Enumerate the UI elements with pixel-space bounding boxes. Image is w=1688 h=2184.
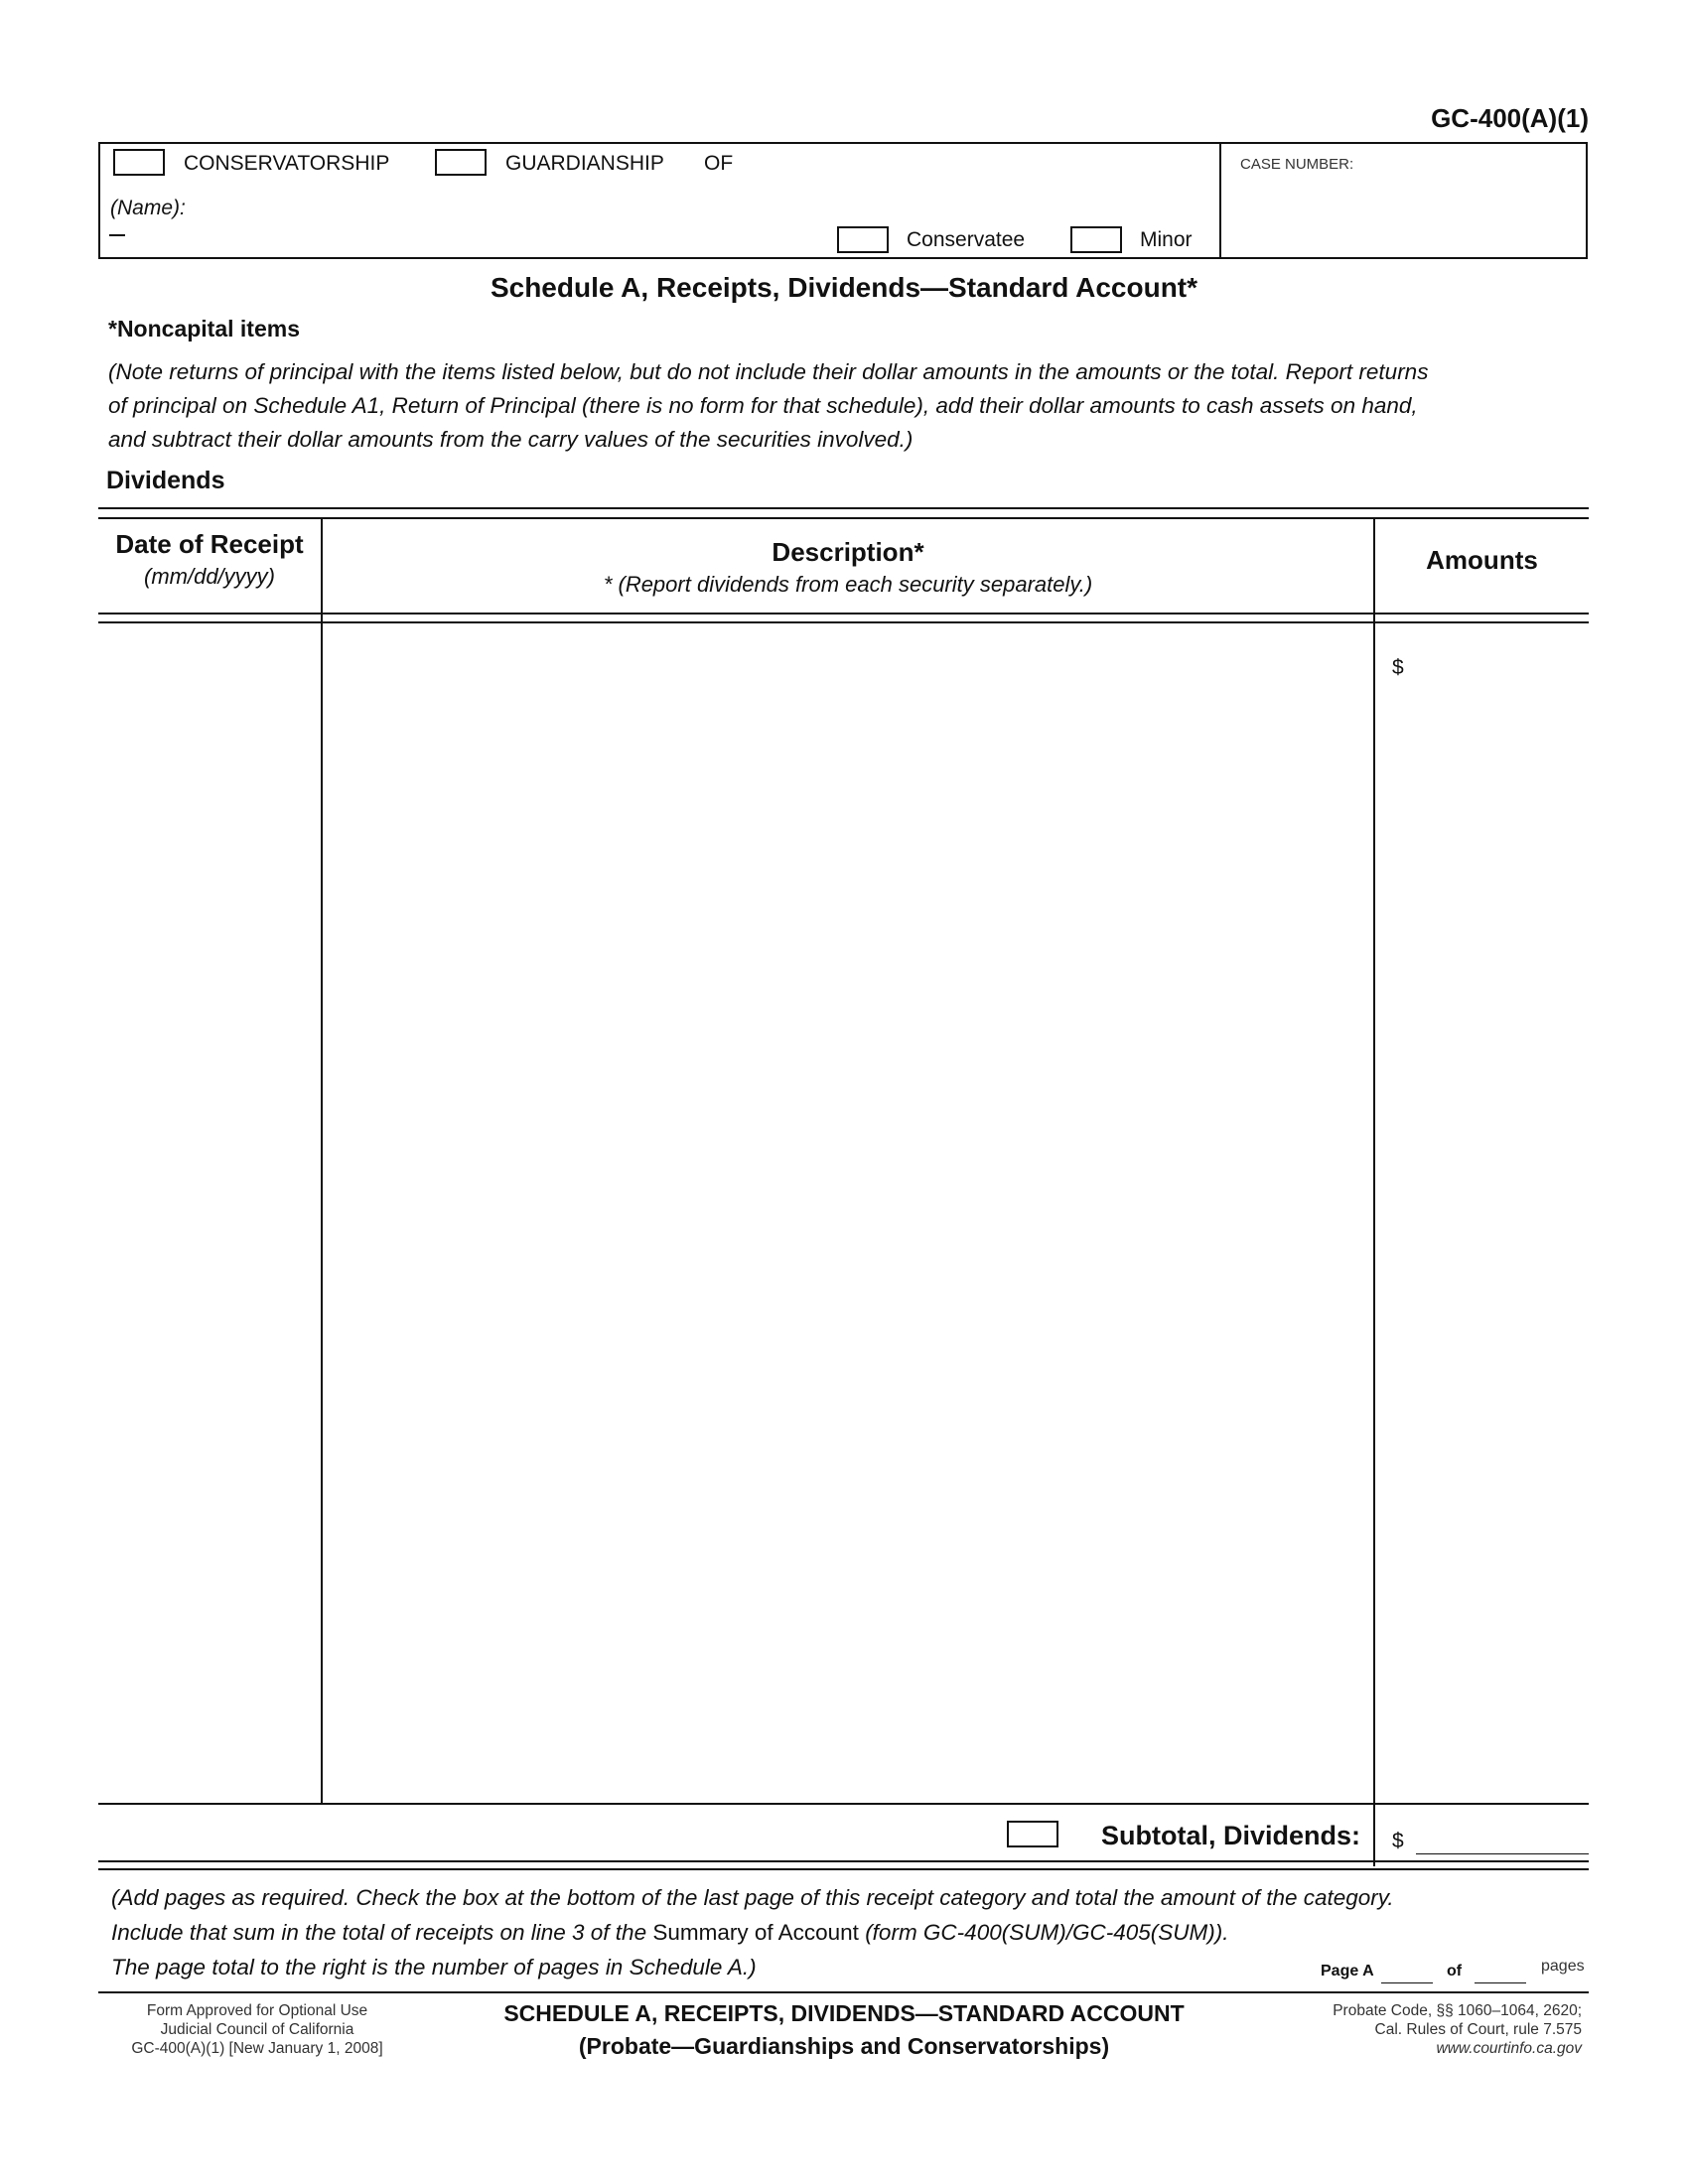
description-header: Description*	[772, 537, 924, 567]
footer-line: Cal. Rules of Court, rule 7.575	[1374, 2021, 1582, 2038]
header-bottom-rule-2	[98, 621, 1589, 623]
case-number-field[interactable]	[1231, 179, 1579, 252]
guardianship-label: GUARDIANSHIP	[505, 152, 664, 175]
amounts-column-header	[1375, 545, 1589, 576]
footer-form-title	[427, 1997, 1261, 2063]
minor-checkbox[interactable]	[1070, 226, 1122, 253]
amounts-header: Amounts	[1426, 545, 1538, 575]
footer-website: www.courtinfo.ca.gov	[1436, 2040, 1582, 2057]
form-id: GC-400(A)(1)	[1431, 103, 1589, 133]
footer-line: Form Approved for Optional Use	[146, 2002, 368, 2019]
footnote-line: (Add pages as required. Check the box at the bottom of the last page of this receipt category and total the amount of the category.	[111, 1885, 1394, 1910]
footer-line: GC-400(A)(1) [New January 1, 2008]	[131, 2040, 383, 2057]
note-line: of principal on Schedule A1, Return of Principal (there is no form for that schedule), add their dollar amounts to cash assets on hand,	[108, 393, 1418, 418]
of-pages-label: of	[1447, 1963, 1463, 1979]
conservatee-label: Conservatee	[907, 228, 1026, 251]
note-line: (Note returns of principal with the items listed below, but do not include their dollar amounts in the amounts or the total. Report returns	[108, 359, 1429, 384]
schedule-title: Schedule A, Receipts, Dividends—Standard Account*	[490, 272, 1198, 303]
name-tick	[109, 234, 125, 236]
amounts-entries-area[interactable]	[1377, 625, 1587, 1803]
footer-rule	[98, 1991, 1589, 1993]
caption-divider	[1219, 142, 1221, 259]
page-label: Page A	[1321, 1963, 1374, 1979]
of-label: OF	[704, 152, 734, 175]
date-header: Date of Receipt	[115, 529, 304, 559]
body-bottom-rule	[98, 1803, 1589, 1805]
minor-label: Minor	[1140, 228, 1193, 251]
footer-line: Probate Code, §§ 1060–1064, 2620;	[1333, 2002, 1582, 2019]
date-entries-area[interactable]	[100, 625, 319, 1803]
subtotal-amount-field[interactable]	[1416, 1822, 1589, 1854]
table-bottom-rule	[98, 1860, 1589, 1862]
amounts-currency-symbol: $	[1392, 656, 1404, 679]
conservatorship-label: CONSERVATORSHIP	[184, 152, 390, 175]
conservatorship-checkbox[interactable]	[113, 149, 165, 176]
date-subheader: (mm/dd/yyyy)	[144, 564, 275, 589]
name-label: (Name):	[110, 197, 186, 219]
column-divider-amounts	[1373, 519, 1375, 1866]
footnote-line: The page total to the right is the number of pages in Schedule A.)	[111, 1955, 757, 1979]
column-divider-date	[321, 519, 323, 1804]
footer-title-line: SCHEDULE A, RECEIPTS, DIVIDENDS—STANDARD ACCOUNT	[503, 2000, 1185, 2026]
page-number-field[interactable]	[1381, 1961, 1433, 1983]
subtotal-label: Subtotal, Dividends:	[1100, 1821, 1360, 1850]
table-top-rule	[98, 507, 1589, 509]
footnote-line	[111, 1915, 1581, 1950]
note-line: and subtract their dollar amounts from the carry values of the securities involved.)	[108, 427, 914, 452]
description-column-header	[323, 537, 1373, 598]
instructions-note	[108, 355, 1588, 457]
description-subheader: * (Report dividends from each security separately.)	[603, 572, 1093, 597]
footnote-text: (form GC-400(SUM)/GC-405(SUM)).	[858, 1920, 1229, 1945]
guardianship-checkbox[interactable]	[435, 149, 487, 176]
description-entries-area[interactable]	[325, 625, 1371, 1803]
conservatee-checkbox[interactable]	[837, 226, 889, 253]
case-number-label: CASE NUMBER:	[1240, 156, 1354, 173]
footer-citations	[1241, 2001, 1582, 2058]
footer-line: Judicial Council of California	[160, 2021, 354, 2038]
footnote-text: Include that sum in the total of receipts on line 3 of the	[111, 1920, 653, 1945]
footer-form-approval	[98, 2001, 416, 2058]
footer-title-line: (Probate—Guardianships and Conservatorships)	[578, 2033, 1110, 2059]
table-bottom-rule-2	[98, 1868, 1589, 1870]
section-label: Dividends	[106, 467, 225, 494]
name-field[interactable]	[163, 199, 1196, 226]
noncapital-label: *Noncapital items	[108, 316, 300, 341]
subtotal-currency-symbol: $	[1392, 1830, 1404, 1852]
summary-of-account-text: Summary of Account	[652, 1920, 859, 1945]
header-bottom-rule	[98, 613, 1589, 614]
date-column-header	[98, 529, 321, 590]
pages-label: pages	[1541, 1958, 1585, 1975]
total-pages-field[interactable]	[1475, 1961, 1526, 1983]
